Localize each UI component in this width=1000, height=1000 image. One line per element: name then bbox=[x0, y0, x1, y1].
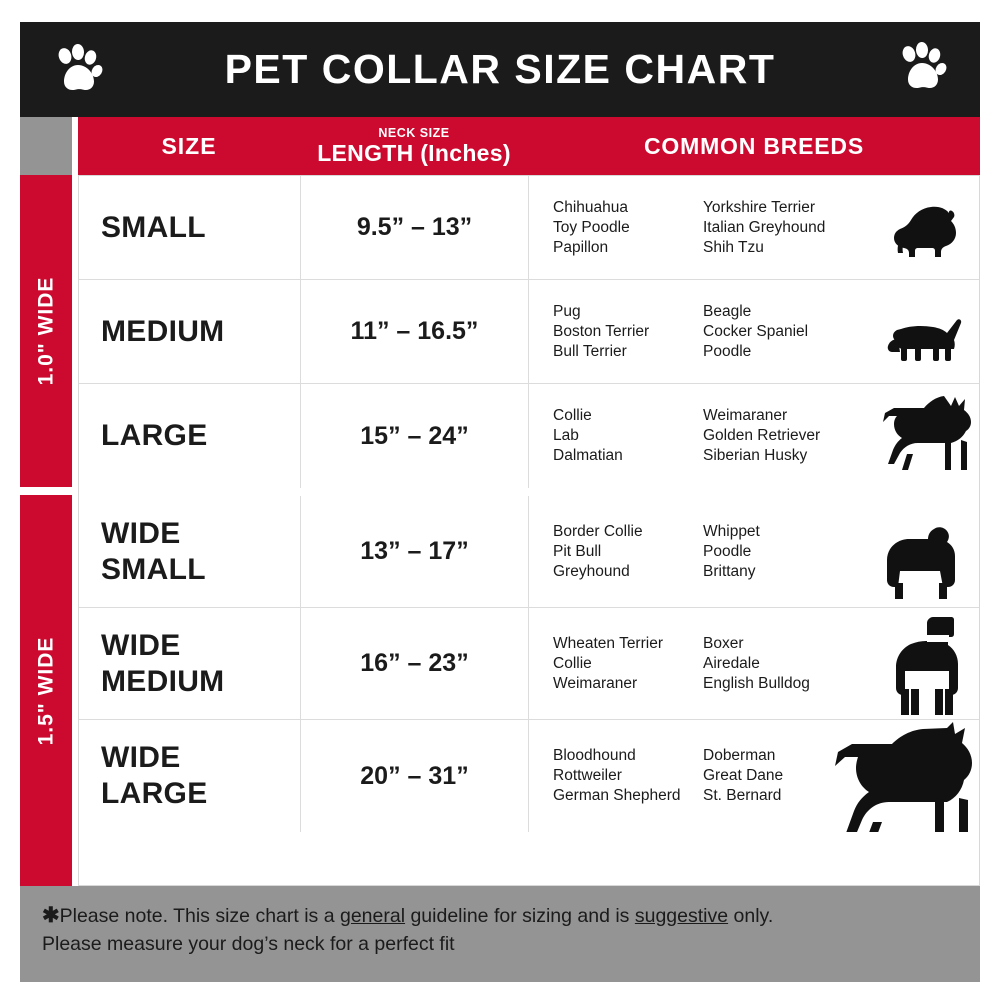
breed-list-col1 bbox=[553, 302, 703, 362]
width-group-labels bbox=[20, 175, 72, 886]
breed-list-col1 bbox=[553, 634, 703, 694]
footer-line-2: Please measure your dog’s neck for a perfect fit bbox=[42, 933, 455, 955]
breed-item: Brittany bbox=[703, 562, 756, 580]
table-row bbox=[79, 720, 979, 832]
chart-frame bbox=[20, 22, 980, 982]
beagle-silhouette-icon bbox=[881, 309, 973, 367]
breed-item: St. Bernard bbox=[703, 787, 782, 804]
breed-item: Doberman bbox=[703, 747, 776, 764]
table-row bbox=[79, 280, 979, 384]
table-corner-cell bbox=[20, 117, 72, 175]
doberman-silhouette-icon bbox=[829, 722, 979, 832]
cell-breeds bbox=[529, 384, 979, 488]
breed-item: Siberian Husky bbox=[703, 447, 808, 464]
cell-breeds bbox=[529, 608, 979, 719]
table-row bbox=[79, 608, 979, 720]
breed-list-col1 bbox=[553, 198, 703, 258]
breed-item: Papillon bbox=[553, 238, 609, 256]
cell-size-line1: WIDE bbox=[101, 516, 181, 550]
shepherd-silhouette-icon bbox=[873, 396, 977, 482]
footer-text-b: guideline for sizing and is bbox=[405, 905, 635, 927]
table-header-row bbox=[20, 117, 980, 175]
cell-size-line2: MEDIUM bbox=[101, 664, 225, 698]
breed-item: Whippet bbox=[703, 522, 760, 540]
breed-item: German Shepherd bbox=[553, 787, 681, 804]
breed-list-col2 bbox=[703, 198, 853, 258]
breed-item: Pit Bull bbox=[553, 542, 602, 560]
cell-size: MEDIUM bbox=[79, 280, 301, 383]
page-title: PET COLLAR SIZE CHART bbox=[224, 46, 776, 92]
cell-size-line1: WIDE bbox=[101, 741, 181, 774]
breed-item: Wheaten Terrier bbox=[553, 634, 663, 652]
breed-item: Border Collie bbox=[553, 522, 643, 540]
breed-item: Poodle bbox=[703, 542, 752, 560]
cell-size bbox=[79, 496, 301, 607]
cell-length: 13” – 17” bbox=[301, 496, 529, 607]
column-header-neck-size: NECK SIZE bbox=[378, 125, 450, 140]
breed-item: Bloodhound bbox=[553, 747, 636, 764]
footer-underline-suggestive: suggestive bbox=[634, 905, 729, 927]
cell-length: 15” – 24” bbox=[301, 384, 529, 488]
breed-list-col1 bbox=[553, 406, 703, 466]
group-divider bbox=[20, 487, 72, 495]
cell-size bbox=[79, 608, 301, 719]
footer-line-1 bbox=[42, 902, 956, 930]
breed-item: Poodle bbox=[703, 342, 752, 360]
column-header-length-label: LENGTH (Inches) bbox=[317, 139, 511, 166]
table-row bbox=[79, 496, 979, 608]
breed-list-col2 bbox=[703, 522, 853, 582]
breed-item: Airedale bbox=[703, 654, 760, 672]
cell-breeds bbox=[529, 176, 979, 279]
breed-item: Dalmatian bbox=[553, 447, 623, 464]
cell-breeds bbox=[529, 496, 979, 607]
table-row bbox=[79, 384, 979, 488]
breed-item: Cocker Spaniel bbox=[703, 322, 809, 340]
cell-size-line2: LARGE bbox=[101, 777, 208, 810]
group-label-1-inch-text: 1.0" WIDE bbox=[34, 276, 57, 386]
breed-list-col2 bbox=[703, 406, 853, 466]
row-group-1-inch bbox=[79, 176, 979, 488]
group-label-1-5-inch-text: 1.5" WIDE bbox=[34, 636, 57, 745]
cell-size bbox=[79, 720, 301, 832]
table-rows bbox=[78, 175, 980, 886]
breed-item: Italian Greyhound bbox=[703, 218, 826, 236]
column-header-length bbox=[300, 117, 528, 175]
breed-item: Weimaraner bbox=[703, 407, 788, 424]
breed-item: Shih Tzu bbox=[703, 238, 764, 256]
breed-item: Collie bbox=[553, 407, 592, 424]
paw-print-icon bbox=[896, 42, 948, 94]
breed-item: Lab bbox=[553, 427, 579, 444]
column-header-breeds: COMMON BREEDS bbox=[528, 117, 980, 175]
breed-item: Collie bbox=[553, 654, 592, 672]
footer-text-c: only. bbox=[728, 905, 774, 927]
breed-item: Pug bbox=[553, 302, 581, 320]
table-row bbox=[79, 176, 979, 280]
cell-breeds bbox=[529, 720, 979, 832]
cell-length: 16” – 23” bbox=[301, 608, 529, 719]
breed-list-col2 bbox=[703, 634, 853, 694]
paw-print-icon bbox=[52, 44, 104, 96]
column-header-size: SIZE bbox=[78, 117, 300, 175]
breed-list-col1 bbox=[553, 746, 703, 806]
row-group-1-5-inch bbox=[79, 496, 979, 832]
breed-item: Beagle bbox=[703, 302, 752, 320]
cell-size: SMALL bbox=[79, 176, 301, 279]
breed-item: Great Dane bbox=[703, 767, 784, 784]
group-label-1-5-inch bbox=[20, 495, 72, 886]
pitbull-silhouette-icon bbox=[877, 615, 969, 719]
breed-item: Boston Terrier bbox=[553, 322, 650, 340]
table-body bbox=[20, 175, 980, 886]
size-table bbox=[20, 117, 980, 886]
group-label-1-inch bbox=[20, 175, 72, 487]
breed-item: Rottweiler bbox=[553, 767, 622, 784]
cell-breeds bbox=[529, 280, 979, 383]
breed-item: Golden Retriever bbox=[703, 427, 821, 444]
cell-length: 11” – 16.5” bbox=[301, 280, 529, 383]
cell-size-line2: SMALL bbox=[101, 552, 206, 586]
footer-text-a: Please note. This size chart is a bbox=[59, 905, 340, 927]
breed-item: Yorkshire Terrier bbox=[703, 198, 815, 216]
cell-length: 9.5” – 13” bbox=[301, 176, 529, 279]
pomeranian-silhouette-icon bbox=[889, 205, 967, 263]
breed-item: Toy Poodle bbox=[553, 218, 630, 236]
breed-item: Greyhound bbox=[553, 562, 630, 580]
breed-item: English Bulldog bbox=[703, 674, 810, 692]
bulldog-silhouette-icon bbox=[881, 525, 965, 605]
breed-item: Chihuahua bbox=[553, 198, 628, 216]
cell-size-line1: WIDE bbox=[101, 628, 181, 662]
group-divider bbox=[79, 488, 979, 496]
breed-item: Boxer bbox=[703, 634, 744, 652]
footer-note bbox=[20, 886, 980, 982]
cell-length: 20” – 31” bbox=[301, 720, 529, 832]
chart-header bbox=[20, 22, 980, 117]
cell-size: LARGE bbox=[79, 384, 301, 488]
breed-item: Bull Terrier bbox=[553, 342, 627, 360]
asterisk-icon: ✱ bbox=[42, 904, 60, 927]
footer-underline-general: general bbox=[339, 905, 406, 927]
breed-list-col1 bbox=[553, 522, 703, 582]
breed-list-col2 bbox=[703, 302, 853, 362]
breed-item: Weimaraner bbox=[553, 674, 638, 692]
